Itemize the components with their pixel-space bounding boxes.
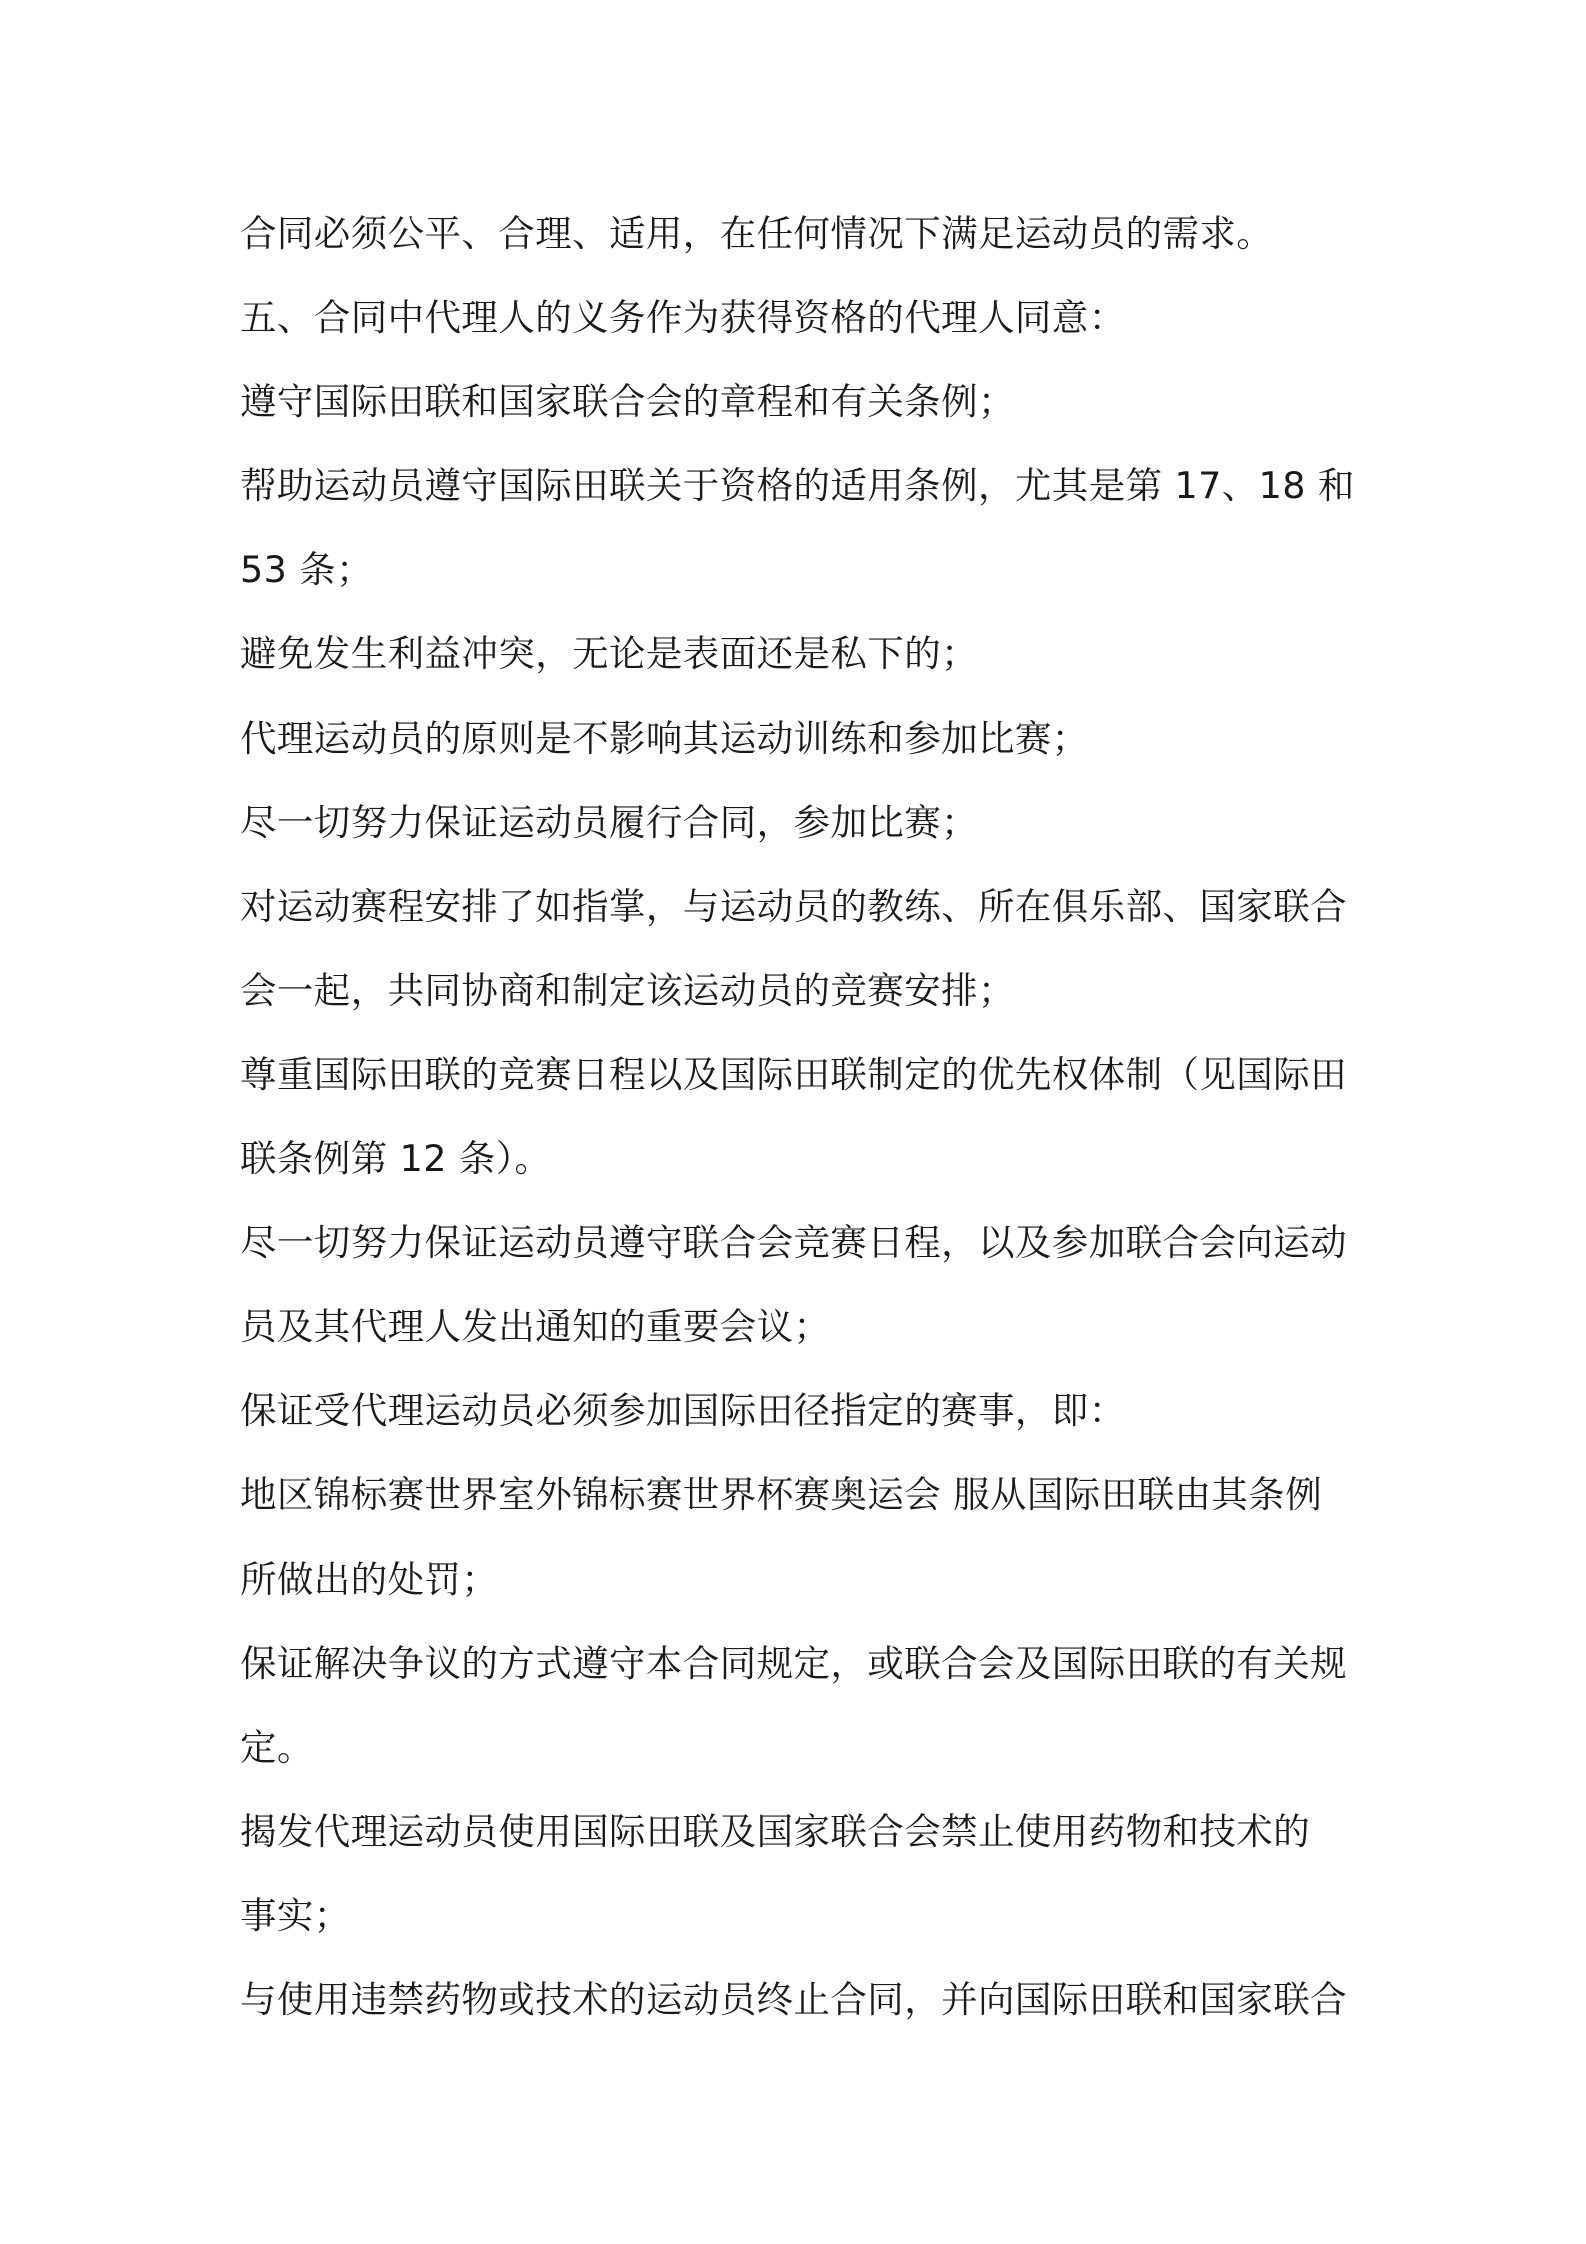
- section-heading: 五、合同中代理人的义务作为获得资格的代理人同意：: [240, 296, 1126, 340]
- text-line: 尽一切努力保证运动员遵守联合会竞赛日程，以及参加联合会向运动: [240, 1221, 1347, 1265]
- text-line: 帮助运动员遵守国际田联关于资格的适用条例，尤其是第 17、18 和: [240, 464, 1355, 508]
- text-line: 遵守国际田联和国家联合会的章程和有关条例；: [240, 380, 1015, 424]
- text-line: 合同必须公平、合理、适用，在任何情况下满足运动员的需求。: [240, 212, 1274, 255]
- document-body: [240, 192, 1360, 2042]
- text-line: 尊重国际田联的竞赛日程以及国际田联制定的优先权体制（见国际田: [240, 1052, 1347, 1096]
- text-line: 联条例第 12 条）。: [240, 1137, 552, 1181]
- text-line: 对运动赛程安排了如指掌，与运动员的教练、所在俱乐部、国家联合: [240, 884, 1347, 928]
- text-line: 与使用违禁药物或技术的运动员终止合同，并向国际田联和国家联合: [240, 1977, 1347, 2021]
- text-line: 员及其代理人发出通知的重要会议；: [240, 1305, 831, 1349]
- text-line: 保证受代理运动员必须参加国际田径指定的赛事，即：: [240, 1389, 1126, 1433]
- text-line: 代理运动员的原则是不影响其运动训练和参加比赛；: [240, 716, 1089, 760]
- text-line: 避免发生利益冲突，无论是表面还是私下的；: [240, 632, 978, 676]
- text-line: 会一起，共同协商和制定该运动员的竞赛安排；: [240, 968, 1015, 1012]
- text-line: 事实；: [240, 1893, 351, 1937]
- text-line: 揭发代理运动员使用国际田联及国家联合会禁止使用药物和技术的: [240, 1809, 1311, 1853]
- text-line: 53 条；: [240, 548, 374, 592]
- text-line: 所做出的处罚；: [240, 1557, 499, 1601]
- text-line: 保证解决争议的方式遵守本合同规定，或联合会及国际田联的有关规: [240, 1641, 1347, 1685]
- text-line: 尽一切努力保证运动员履行合同，参加比赛；: [240, 800, 978, 844]
- text-line: 定。: [240, 1725, 314, 1769]
- text-line: 地区锦标赛世界室外锦标赛世界杯赛奥运会 服从国际田联由其条例: [240, 1473, 1323, 1517]
